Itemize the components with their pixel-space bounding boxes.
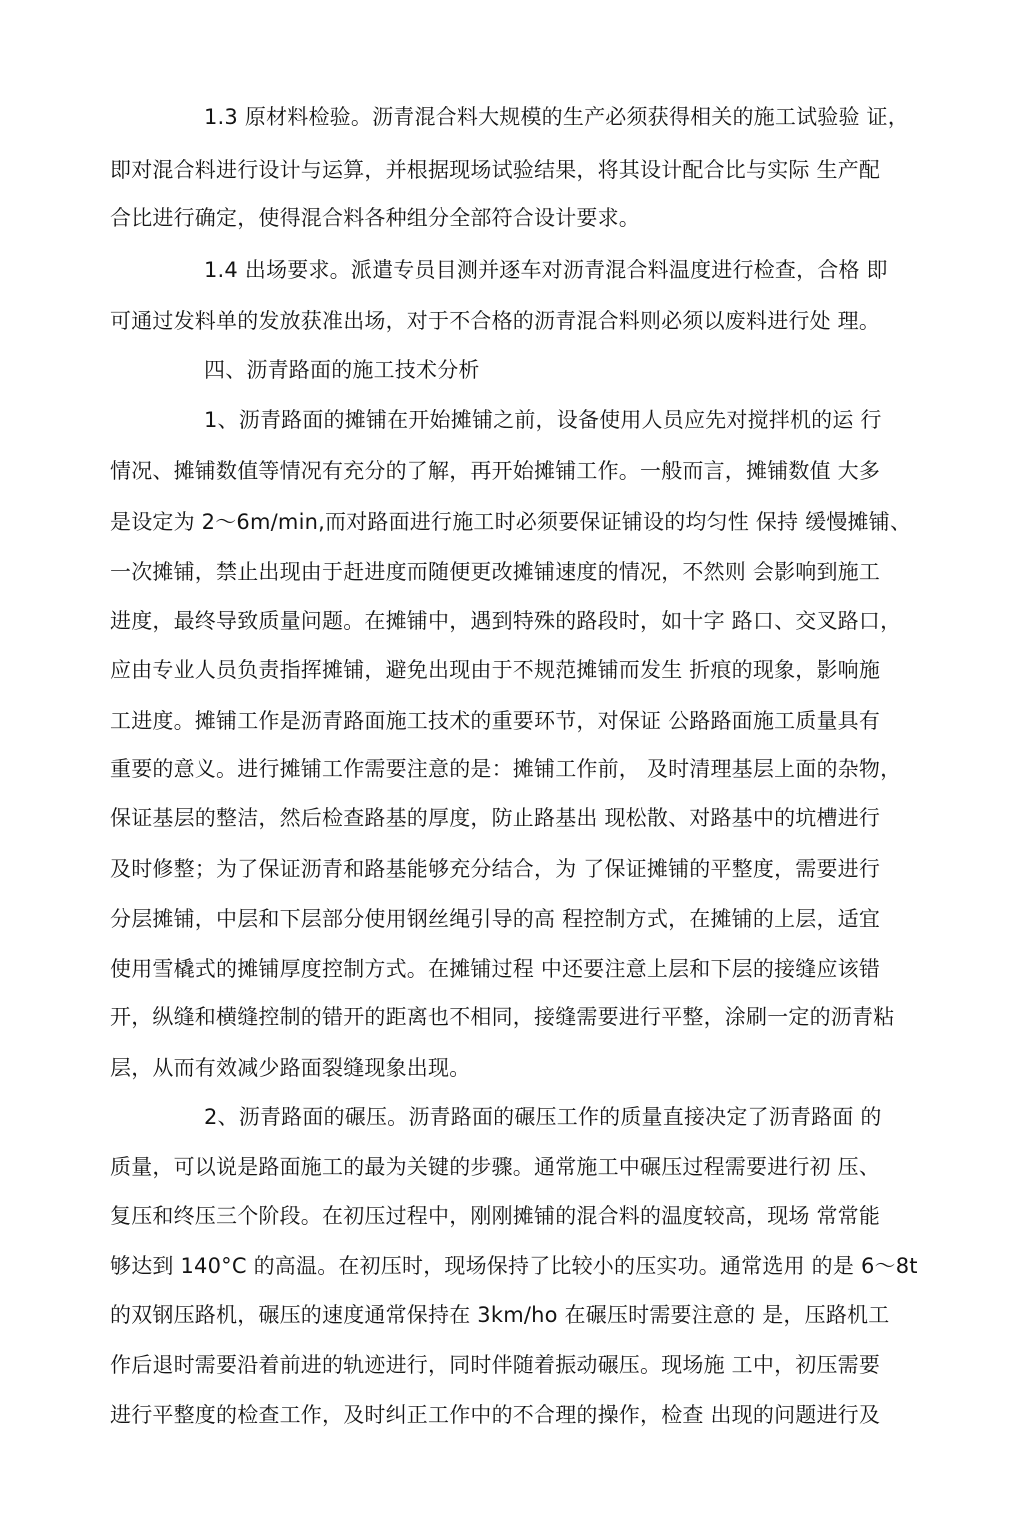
text-line: 1.3 原材料检验。沥青混合料大规模的生产必须获得相关的施工试验验 证， (204, 105, 909, 129)
text-line: 质量，可以说是路面施工的最为关键的步骤。通常施工中碾压过程需要进行初 压、 (110, 1155, 881, 1179)
text-line: 分层摊铺，中层和下层部分使用钢丝绳引导的高 程控制方式，在摊铺的上层，适宜 (110, 907, 881, 931)
text-line: 可通过发料单的发放获准出场，对于不合格的沥青混合料则必须以废料进行处 理。 (110, 309, 881, 333)
text-line: 应由专业人员负责指挥摊铺，避免出现由于不规范摊铺而发生 折痕的现象，影响施 (110, 658, 881, 682)
text-line: 保证基层的整洁，然后检查路基的厚度，防止路基出 现松散、对路基中的坑槽进行 (110, 806, 881, 830)
text-line: 即对混合料进行设计与运算，并根据现场试验结果，将其设计配合比与实际 生产配 (110, 158, 881, 182)
text-line: 1、沥青路面的摊铺在开始摊铺之前，设备使用人员应先对搅拌机的运 行 (204, 408, 882, 432)
text-line: 使用雪橇式的摊铺厚度控制方式。在摊铺过程 中还要注意上层和下层的接缝应该错 (110, 957, 881, 981)
text-line: 作后退时需要沿着前进的轨迹进行，同时伴随着振动碾压。现场施 工中，初压需要 (110, 1353, 881, 1377)
text-line: 够达到 140°C 的高温。在初压时，现场保持了比较小的压实功。通常选用 的是 6〜8t (110, 1254, 918, 1278)
text-line: 复压和终压三个阶段。在初压过程中，刚刚摊铺的混合料的温度较高，现场 常常能 (110, 1204, 881, 1228)
text-line: 一次摊铺，禁止出现由于赶进度而随便更改摊铺速度的情况，不然则 会影响到施工 (110, 560, 881, 584)
text-line: 1.4 出场要求。派遣专员目测并逐车对沥青混合料温度进行检查，合格 即 (204, 258, 888, 282)
text-line: 合比进行确定，使得混合料各种组分全部符合设计要求。 (110, 206, 640, 230)
text-line: 是设定为 2〜6m/min,而对路面进行施工时必须要保证铺设的均匀性 保持 缓慢摊铺、 (110, 510, 912, 534)
text-line: 工进度。摊铺工作是沥青路面施工技术的重要环节，对保证 公路路面施工质量具有 (110, 709, 881, 733)
text-line: 的双钢压路机，碾压的速度通常保持在 3km/ho 在碾压时需要注意的 是，压路机工 (110, 1303, 890, 1327)
section-heading: 四、沥青路面的施工技术分析 (204, 358, 480, 382)
text-line: 层，从而有效减少路面裂缝现象出现。 (110, 1056, 471, 1080)
text-line: 2、沥青路面的碾压。沥青路面的碾压工作的质量直接决定了沥青路面 的 (204, 1105, 882, 1129)
text-line: 情况、摊铺数值等情况有充分的了解，再开始摊铺工作。一般而言，摊铺数值 大多 (110, 459, 881, 483)
text-line: 开，纵缝和横缝控制的错开的距离也不相同，接缝需要进行平整，涂刷一定的沥青粘 (110, 1005, 895, 1029)
text-line: 及时修整；为了保证沥青和路基能够充分结合，为 了保证摊铺的平整度，需要进行 (110, 857, 881, 881)
text-line: 进行平整度的检查工作，及时纠正工作中的不合理的操作，检查 出现的问题进行及 (110, 1403, 881, 1427)
text-line: 进度，最终导致质量问题。在摊铺中，遇到特殊的路段时，如十字 路口、交叉路口， (110, 609, 902, 633)
text-line: 重要的意义。进行摊铺工作需要注意的是：摊铺工作前， 及时清理基层上面的杂物， (110, 757, 902, 781)
